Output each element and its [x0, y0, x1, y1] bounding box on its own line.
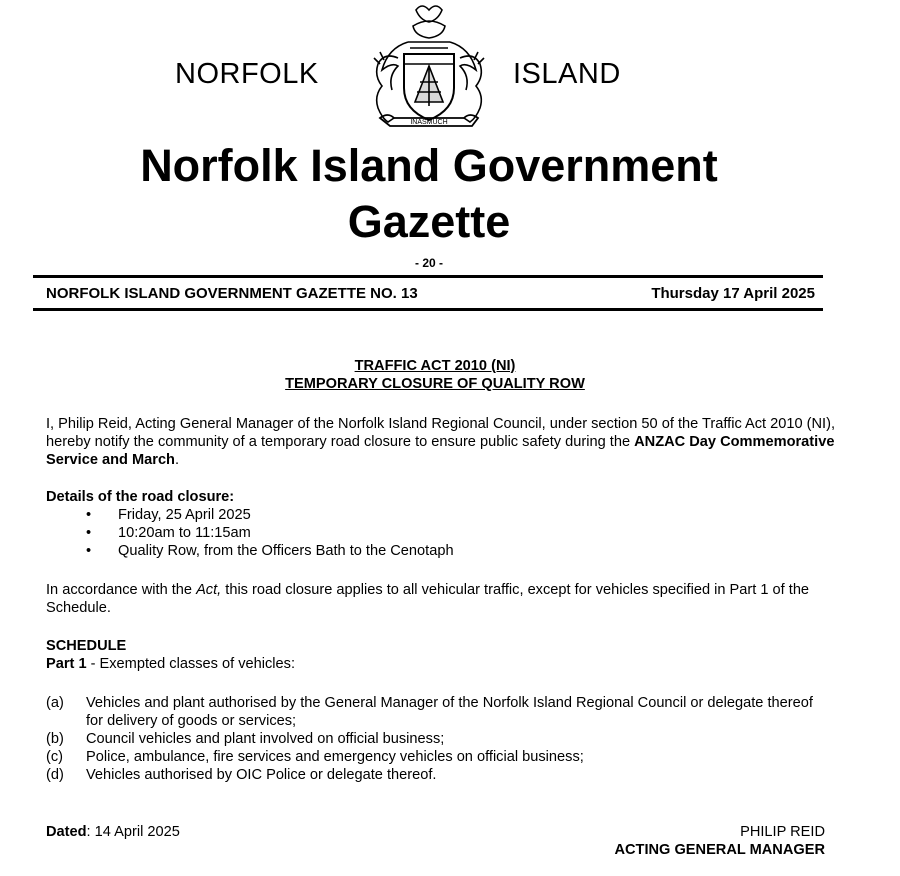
item-letter: (d)	[46, 767, 64, 783]
notice-heading-closure: TEMPORARY CLOSURE OF QUALITY ROW	[285, 376, 585, 392]
dated-value: : 14 April 2025	[86, 824, 180, 840]
crest-motto: INASMUCH	[410, 119, 448, 126]
intro-end: .	[174, 452, 180, 468]
signatory-title: ACTING GENERAL MANAGER	[614, 842, 825, 858]
bottom-rule	[33, 308, 823, 311]
part1-heading	[46, 655, 295, 673]
bullet-icon: •	[86, 507, 92, 523]
intro-event-name: ANZAC Day Commemorative Service and March	[46, 434, 835, 468]
details-title: Details of the road closure:	[46, 489, 235, 505]
notice-heading-act: TRAFFIC ACT 2010 (NI)	[354, 358, 516, 374]
accordance-text: In accordance with the	[46, 582, 197, 598]
signatory-name: PHILIP REID	[740, 824, 825, 840]
detail-time: 10:20am to 11:15am	[118, 525, 251, 541]
masthead-word-right: ISLAND	[513, 58, 621, 90]
schedule-item-text: Council vehicles and plant involved on official business;	[86, 731, 445, 747]
dated-line	[46, 823, 180, 841]
detail-date: Friday, 25 April 2025	[118, 507, 251, 523]
item-letter: (c)	[46, 749, 64, 765]
accordance-text-rest: this road closure applies to all vehicular traffic, except for vehicles specified in Part 1 of the Schedule.	[46, 582, 810, 616]
detail-location: Quality Row, from the Officers Bath to the Cenotaph	[118, 543, 454, 559]
gazette-number: NORFOLK ISLAND GOVERNMENT GAZETTE NO. 13	[46, 285, 418, 302]
bullet-icon: •	[86, 543, 92, 559]
gazette-title-line1: Norfolk Island Government	[140, 140, 718, 191]
bullet-icon: •	[86, 525, 92, 541]
coat-of-arms-icon	[358, 2, 500, 134]
item-letter: (a)	[46, 695, 64, 711]
dated-label: Dated	[46, 824, 87, 840]
schedule-item-text: Police, ambulance, fire services and emergency vehicles on official business;	[86, 749, 584, 765]
intro-text: I, Philip Reid, Acting General Manager of the Norfolk Island Regional Council, under section 50 of the Traffic Act 2010 (NI), hereby notify the community of a temporary road closure to ensure public safety during the	[46, 416, 836, 450]
accordance-paragraph	[46, 581, 836, 617]
top-rule	[33, 275, 823, 278]
schedule-item-text: Vehicles and plant authorised by the General Manager of the Norfolk Island Regional Council or delegate thereof for delivery of goods or services;	[86, 695, 813, 729]
accordance-act: Act,	[196, 582, 222, 598]
schedule-title: SCHEDULE	[46, 638, 127, 654]
item-letter: (b)	[46, 731, 64, 747]
intro-paragraph	[46, 415, 836, 469]
gazette-title-line2: Gazette	[347, 196, 511, 247]
gazette-date: Thursday 17 April 2025	[651, 285, 815, 302]
schedule-item-text: Vehicles authorised by OIC Police or delegate thereof.	[86, 767, 437, 783]
part1-text: - Exempted classes of vehicles:	[86, 656, 296, 672]
part1-label: Part 1	[46, 656, 87, 672]
page-number: - 20 -	[414, 256, 443, 270]
masthead-word-left: NORFOLK	[175, 58, 319, 90]
